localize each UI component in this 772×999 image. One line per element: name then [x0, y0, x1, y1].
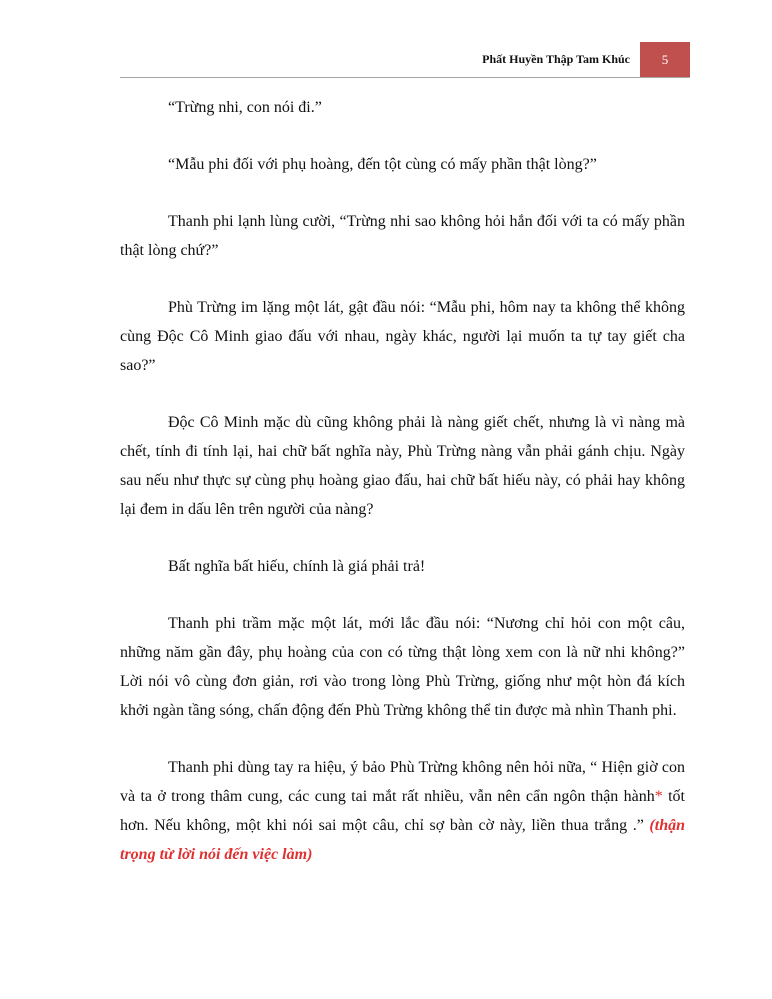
paragraph-last [120, 753, 685, 869]
header-title: Phất Huyền Thập Tam Khúc [482, 52, 630, 66]
paragraph: Phù Trừng im lặng một lát, gật đầu nói: “Mẫu phi, hôm nay ta không thể không cùng Độc Cô Minh giao đấu với nhau, ngày khác, người lại muốn ta tự tay giết cha sao?” [120, 299, 685, 374]
paragraph: Thanh phi trầm mặc một lát, mới lắc đầu nói: “Nương chỉ hỏi con một câu, những năm gần đây, phụ hoàng của con có từng thật lòng xem con là nữ nhi không?” Lời nói vô cùng đơn giản, rơi vào trong lòng Phù Trừng, giống như một hòn đá kích khởi ngàn tầng sóng, chấn động đến Phù Trừng không thể tin được mà nhìn Thanh phi. [120, 615, 685, 719]
paragraph: Thanh phi lạnh lùng cười, “Trừng nhi sao không hỏi hắn đối với ta có mấy phần thật lòng chứ?” [120, 213, 685, 259]
paragraph: “Trừng nhi, con nói đi.” [168, 99, 322, 116]
paragraph-text: Thanh phi dùng tay ra hiệu, ý bảo Phù Trừng không nên hỏi nữa, “ Hiện giờ con và ta ở trong thâm cung, các cung tai mắt rất nhiều, vẫn nên cẩn ngôn thận hành [120, 759, 685, 805]
paragraph: “Mẫu phi đối với phụ hoàng, đến tột cùng có mấy phần thật lòng?” [168, 156, 597, 173]
header-divider [120, 77, 690, 78]
page-number-badge [640, 42, 690, 78]
paragraph-text: tốt hơn. Nếu không, một khi nói sai một câu, chỉ sợ bàn cờ này, liền thua trắng .” [120, 788, 686, 834]
translator-note: (thận trọng từ lời nói đến việc làm) [120, 817, 685, 863]
paragraph: Bất nghĩa bất hiếu, chính là giá phải trả! [168, 558, 426, 575]
footnote-asterisk: * [654, 788, 663, 805]
page-number: 5 [661, 52, 669, 67]
paragraph: Độc Cô Minh mặc dù cũng không phải là nàng giết chết, nhưng là vì nàng mà chết, tính đi tính lại, hai chữ bất nghĩa này, Phù Trừng nàng vẫn phải gánh chịu. Ngày sau nếu như thực sự cùng phụ hoàng giao đấu, hai chữ bất hiếu này, có phải hay không lại đem in dấu lên trên người của nàng? [120, 414, 685, 518]
body-text [120, 93, 685, 869]
